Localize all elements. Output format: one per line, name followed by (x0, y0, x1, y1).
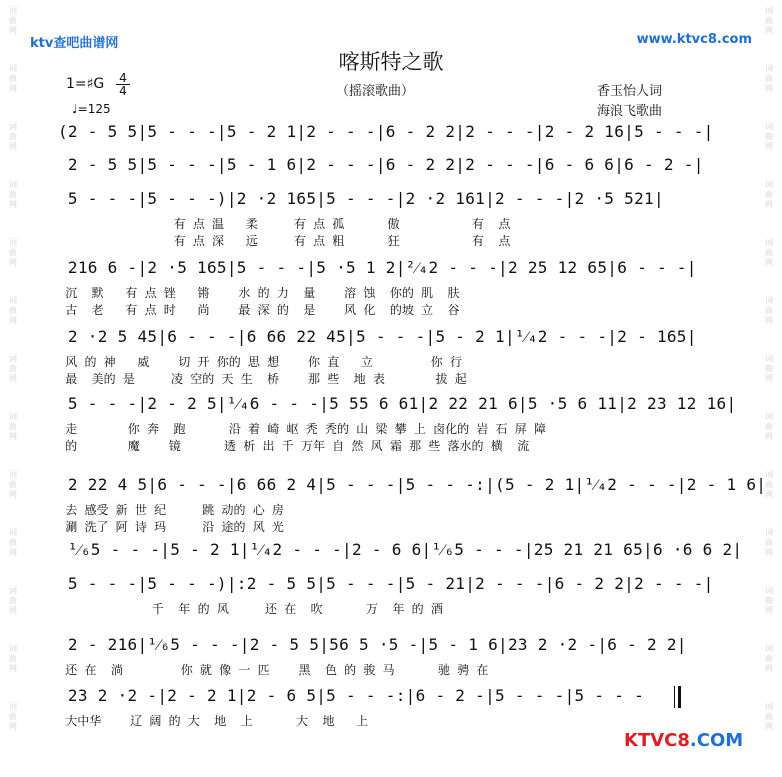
meter-bottom: 4 (116, 84, 130, 97)
logo-text: KTVC8 (624, 730, 690, 751)
watermark-left-5: 词 曲 网 (9, 296, 17, 325)
notation-line-7: 2 22 4 5|6 - - -|6 66 2 4|5 - - -|5 - - -:|(5 - 2 1|¹⁄₄2 - - -|2 - 1 6| (58, 475, 767, 494)
lyric-line-3-2: 有 点 深 远 有 点 粗 狂 有 点 (58, 234, 511, 248)
watermark-left-7: 词 曲 网 (9, 412, 17, 441)
notation-line-6: 5 - - -|2 - 2 5|¹⁄₄6 - - -|5 55 6 61|2 22 21 6|5 ·5 6 11|2 23 12 16| (58, 394, 737, 413)
watermark-right-2: 词 曲 网 (765, 122, 773, 151)
site-logo (624, 730, 743, 751)
lyric-line-5-2: 最 美的 是 凌 空的 天 生 桥 那 些 地 表 拔 起 (58, 372, 467, 386)
lyric-line-10-1: 还 在 淌 你 就 像 一 匹 黑 色 的 骏 马 驰 骋 在 (58, 663, 489, 677)
watermark-left-4: 词 曲 网 (9, 238, 17, 267)
left-watermark-column (0, 0, 26, 777)
notation-line-8: ¹⁄₆5 - - -|5 - 2 1|¹⁄₄2 - - -|2 - 6 6|¹⁄₆5 - - -|25 21 21 65|6 ·6 6 2| (58, 540, 743, 559)
watermark-right-9: 词 曲 网 (765, 528, 773, 557)
site-url-right[interactable]: www.ktvc8.com (636, 32, 752, 47)
lyric-line-5-1: 风 的 神 威 切 开 你的 思 想 你 直 立 你 行 (58, 355, 462, 369)
notation-line-5: 2 ·2 5 45|6 - - -|6 66 22 45|5 - - -|5 - 2 1|¹⁄₄2 - - -|2 - 165| (58, 327, 697, 346)
lyric-line-9-1: 千 年 的 风 还 在 吹 万 年 的 酒 (58, 602, 443, 616)
lyric-line-11-1: 大中华 辽 阔 的 大 地 上 大 地 上 (58, 714, 369, 728)
logo-suffix: .COM (689, 730, 744, 751)
watermark-left-12: 词 曲 网 (9, 702, 17, 731)
composer-credit: 海浪飞歌曲 (597, 104, 663, 119)
watermark-left-8: 词 曲 网 (9, 470, 17, 499)
final-barline-thick (678, 686, 681, 708)
notation-line-4: 216 6 -|2 ·5 165|5 - - -|5 ·5 1 2|²⁄₄2 - - -|2 25 12 65|6 - - -| (58, 258, 697, 277)
watermark-right-8: 词 曲 网 (765, 470, 773, 499)
watermark-left-11: 词 曲 网 (9, 644, 17, 673)
song-subtitle: （摇滚歌曲） (336, 84, 415, 99)
watermark-right-11: 词 曲 网 (765, 644, 773, 673)
final-barline-thin (674, 686, 675, 708)
watermark-right-5: 词 曲 网 (765, 296, 773, 325)
watermark-right-7: 词 曲 网 (765, 412, 773, 441)
notation-line-2: 2 - 5 5|5 - - -|5 - 1 6|2 - - -|6 - 2 2|2 - - -|6 - 6 6|6 - 2 -| (58, 155, 704, 174)
watermark-right-3: 词 曲 网 (765, 180, 773, 209)
lyric-line-4-2: 古 老 有 点 时 尚 最 深 的 是 风 化 的坡 立 谷 (58, 303, 460, 317)
meter-top: 4 (119, 71, 127, 85)
watermark-left-0: 词 曲 网 (9, 6, 17, 35)
watermark-left-3: 词 曲 网 (9, 180, 17, 209)
watermark-left-6: 词 曲 网 (9, 354, 17, 383)
notation-line-1: (2 - 5 5|5 - - -|5 - 2 1|2 - - -|6 - 2 2|2 - - -|2 - 2 16|5 - - -| (58, 122, 714, 141)
site-brand-left[interactable]: ktv查吧曲谱网 (30, 36, 119, 51)
tempo-marking: ♩=125 (72, 102, 111, 116)
lyric-line-6-2: 的 魔 镜 透 析 出 千 万年 自 然 风 霜 那 些 落水的 横 流 (58, 439, 530, 453)
notation-line-9: 5 - - -|5 - - -)|:2 - 5 5|5 - - -|5 - 21|2 - - -|6 - 2 2|2 - - -| (58, 574, 714, 593)
key-signature: 1=♯G (66, 76, 105, 92)
song-title: 喀斯特之歌 (338, 50, 444, 74)
watermark-left-9: 词 曲 网 (9, 528, 17, 557)
watermark-right-1: 词 曲 网 (765, 64, 773, 93)
watermark-left-10: 词 曲 网 (9, 586, 17, 615)
watermark-right-0: 词 曲 网 (765, 6, 773, 35)
lyric-line-3-1: 有 点 温 柔 有 点 孤 傲 有 点 (58, 217, 511, 231)
notation-line-3: 5 - - -|5 - - -)|2 ·2 165|5 - - -|2 ·2 161|2 - - -|2 ·5 521| (58, 189, 664, 208)
watermark-right-10: 词 曲 网 (765, 586, 773, 615)
notation-line-11: 23 2 ·2 -|2 - 2 1|2 - 6 5|5 - - -:|6 - 2 -|5 - - -|5 - - - (58, 686, 645, 705)
notation-line-10: 2 - 216|¹⁄₆5 - - -|2 - 5 5|56 5 ·5 -|5 - 1 6|23 2 ·2 -|6 - 2 2| (58, 635, 687, 654)
lyricist-credit: 香玉怡人词 (597, 84, 663, 99)
lyric-line-7-2: 涮 洗了 阿 诗 玛 沿 途的 风 光 (58, 520, 284, 534)
watermark-right-12: 词 曲 网 (765, 702, 773, 731)
lyric-line-6-1: 走 你 奔 跑 沿 着 崎 岖 秃 秃的 山 梁 攀 上 卤化的 岩 石 屏 障 (58, 422, 546, 436)
right-watermark-column (756, 0, 782, 777)
lyric-line-7-1: 去 感受 新 世 纪 跳 动的 心 房 (58, 503, 284, 517)
watermark-left-2: 词 曲 网 (9, 122, 17, 151)
watermark-right-4: 词 曲 网 (765, 238, 773, 267)
watermark-right-6: 词 曲 网 (765, 354, 773, 383)
time-signature (116, 72, 130, 97)
lyric-line-4-1: 沉 默 有 点 锉 锵 水 的 力 量 溶 蚀 你的 肌 肤 (58, 286, 460, 300)
watermark-left-1: 词 曲 网 (9, 64, 17, 93)
